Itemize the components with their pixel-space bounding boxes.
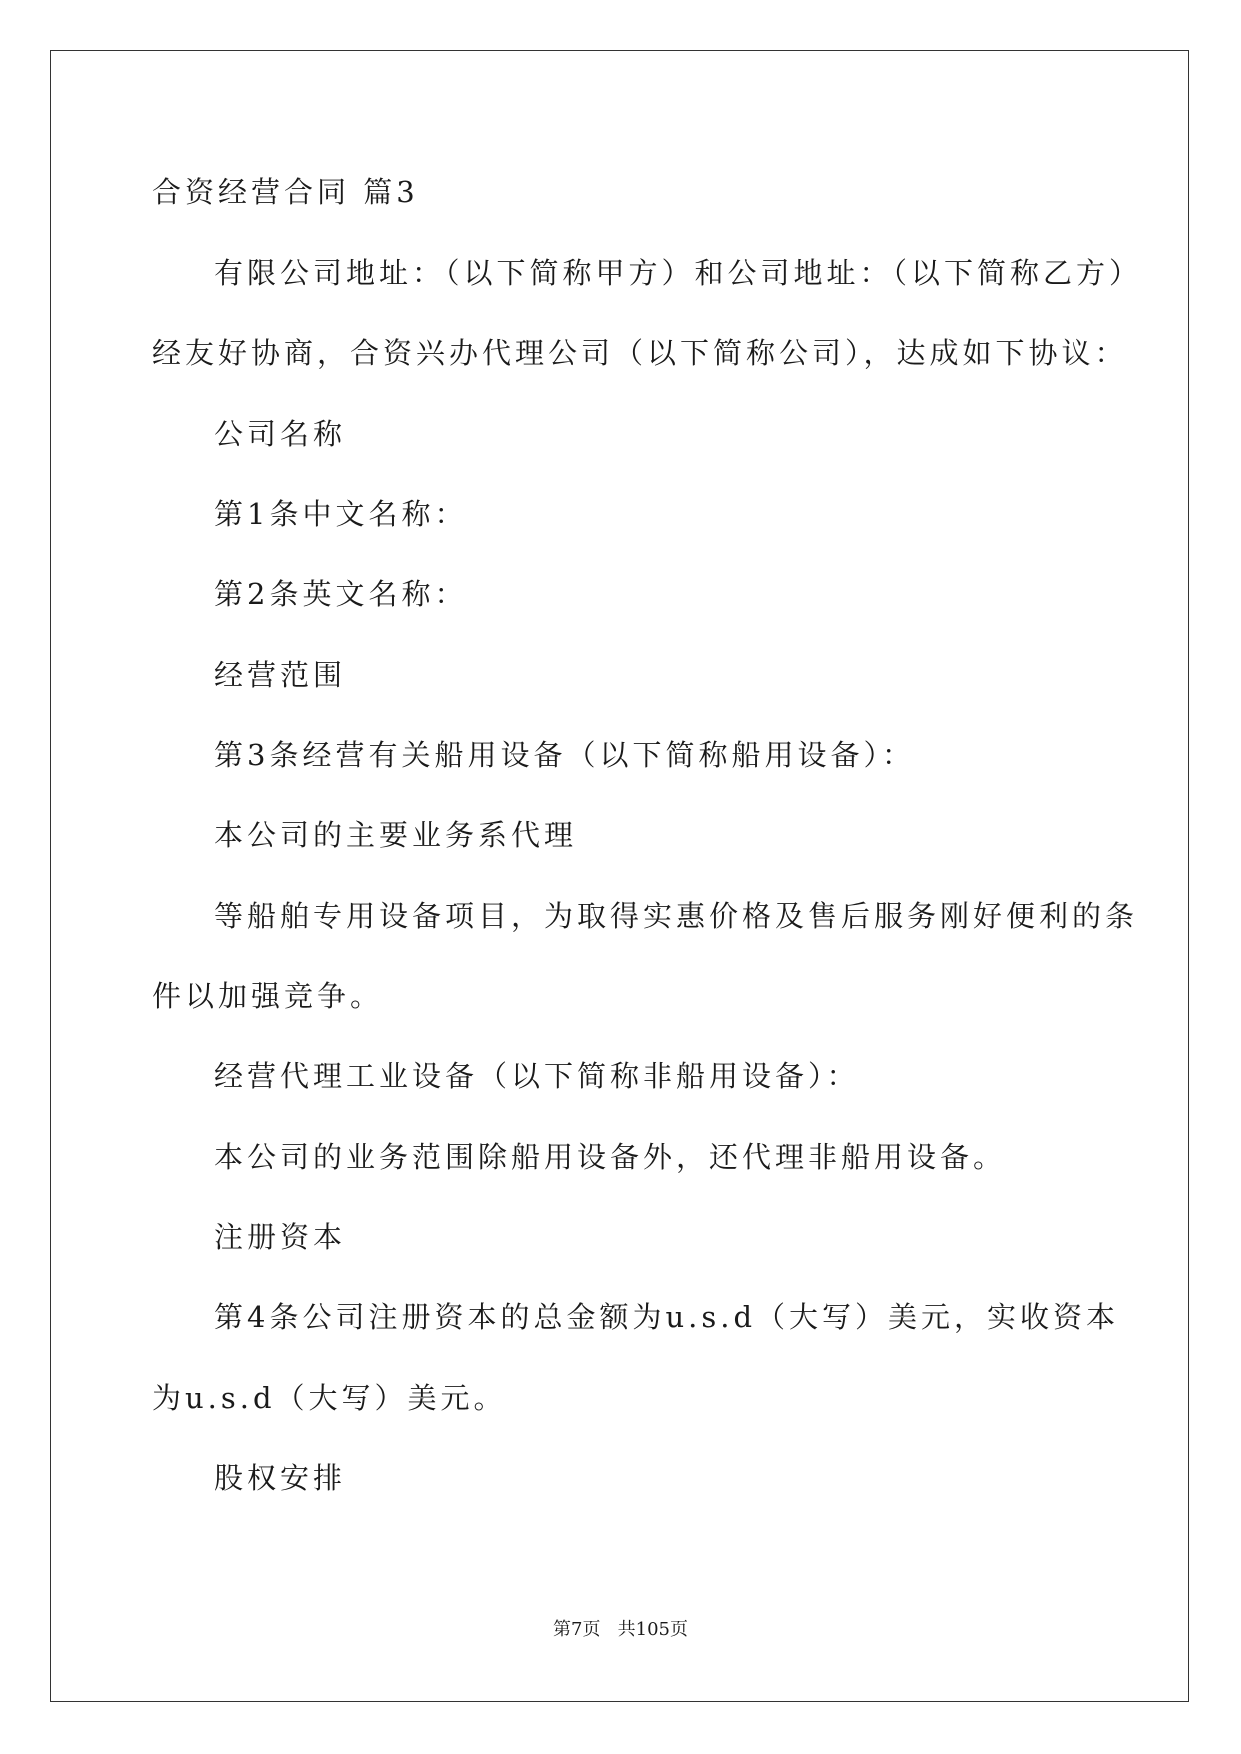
paragraph: 经友好协商，合资兴办代理公司（以下简称公司），达成如下协议： [152, 336, 1128, 370]
paragraph: 本公司的业务范围除船用设备外，还代理非船用设备。 [214, 1140, 1007, 1174]
paragraph: 本公司的主要业务系代理 [214, 818, 578, 852]
section-heading: 经营范围 [214, 658, 347, 692]
page-total: 共105页 [617, 1619, 688, 1640]
paragraph: 为u.s.d（大写）美元。 [152, 1381, 507, 1415]
section-heading: 注册资本 [214, 1220, 347, 1254]
clause: 第3条经营有关船用设备（以下简称船用设备）： [214, 738, 915, 772]
clause: 第4条公司注册资本的总金额为u.s.d（大写）美元，实收资本 [214, 1300, 1120, 1334]
page-border [50, 50, 1189, 1702]
section-heading: 公司名称 [214, 417, 347, 451]
paragraph: 等船舶专用设备项目，为取得实惠价格及售后服务刚好便利的条 [214, 899, 1139, 933]
section-heading: 股权安排 [214, 1461, 347, 1495]
paragraph: 有限公司地址：（以下简称甲方）和公司地址：（以下简称乙方） [214, 256, 1143, 290]
clause: 第2条英文名称： [214, 577, 468, 611]
paragraph: 件以加强竞争。 [152, 979, 384, 1013]
clause: 第1条中文名称： [214, 497, 468, 531]
document-title: 合资经营合同 篇3 [152, 175, 419, 209]
paragraph: 经营代理工业设备（以下简称非船用设备）： [214, 1059, 860, 1093]
page-number: 第7页 [553, 1619, 601, 1640]
page-footer [0, 1621, 1241, 1639]
